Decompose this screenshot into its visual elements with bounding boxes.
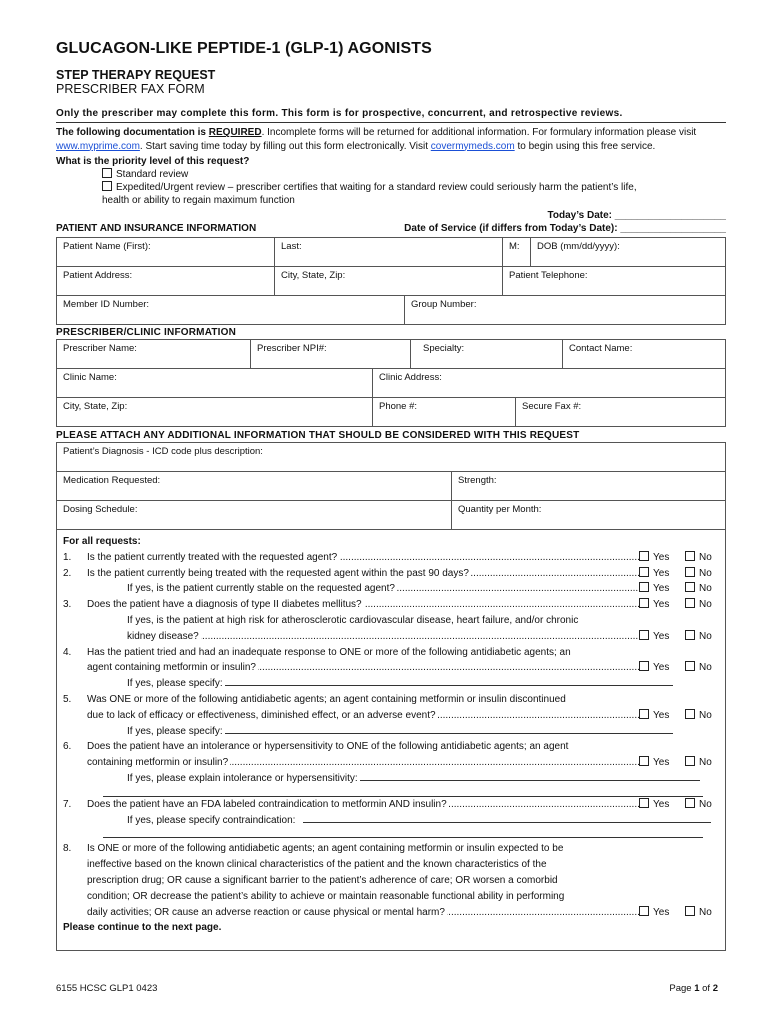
question-2a: If yes, is the patient currently stable on the requested agent? ..... Yes No: [63, 581, 719, 597]
dosing-schedule-field[interactable]: Dosing Schedule:: [57, 501, 452, 530]
q8-no-checkbox[interactable]: [685, 906, 695, 916]
q7-specify-label: If yes, please specify contraindication:: [127, 814, 296, 826]
phone-field[interactable]: Phone #:: [373, 398, 516, 427]
question-8: daily activities; OR cause an adverse reaction or cause physical or mental harm? ..... Yes No: [63, 905, 719, 921]
q1-yes-checkbox[interactable]: [639, 551, 649, 561]
q2-yes-checkbox[interactable]: [639, 567, 649, 577]
patient-dob-field[interactable]: DOB (mm/dd/yyyy):: [531, 238, 726, 267]
patient-last-name-field[interactable]: Last:: [275, 238, 503, 267]
questions-heading: For all requests:: [63, 536, 141, 547]
prescriber-npi-field[interactable]: Prescriber NPI#:: [251, 340, 411, 369]
attach-heading: PLEASE ATTACH ANY ADDITIONAL INFORMATION THAT SHOULD BE CONSIDERED WITH THIS REQUEST: [56, 430, 580, 441]
standard-review-checkbox[interactable]: [102, 168, 112, 178]
question-3a: kidney disease? ..... Yes No: [63, 629, 719, 645]
question-2: 2. Is the patient currently being treated with the requested agent within the past 90 days? ..... Yes No: [63, 566, 719, 582]
prescriber-name-field[interactable]: Prescriber Name:: [57, 340, 251, 369]
q3a-no-checkbox[interactable]: [685, 630, 695, 640]
clinic-table: [56, 368, 726, 398]
documentation-notice: The following documentation is REQUIRED. Incomplete forms will be returned for additional information. For formulary information please visit www.myprime.com. Start saving time today by filling out this form electronically. Visit covermymeds.com to begin using this free service.: [56, 127, 697, 152]
patient-address-table: [56, 266, 726, 296]
q6-explain-line[interactable]: [360, 771, 700, 781]
priority-question: What is the priority level of this request?: [56, 156, 250, 167]
specialty-field[interactable]: Specialty:: [411, 340, 563, 369]
intro-text: Only the prescriber may complete this form. This form is for prospective, concurrent, and retrospective reviews.: [56, 108, 726, 123]
question-5: due to lack of efficacy or effectiveness, diminished effect, or an adverse event? ..... Yes No: [63, 708, 719, 724]
member-id-field[interactable]: Member ID Number:: [57, 296, 405, 325]
todays-date-field[interactable]: Today’s Date: ____________________: [547, 210, 726, 221]
form-code: 6155 HCSC GLP1 0423: [56, 983, 158, 994]
diagnosis-table: [56, 442, 726, 472]
question-7: 7. Does the patient have an FDA labeled contraindication to metformin AND insulin? ..... Yes No: [63, 797, 719, 813]
q2a-no-checkbox[interactable]: [685, 582, 695, 592]
clinic-address-field[interactable]: Clinic Address:: [373, 369, 726, 398]
myprime-link[interactable]: www.myprime.com: [56, 140, 140, 152]
strength-field[interactable]: Strength:: [452, 472, 726, 501]
urgent-review-label: Expedited/Urgent review – prescriber certifies that waiting for a standard review could seriously harm the patient’s life,: [116, 182, 637, 193]
prescriber-section-heading: PRESCRIBER/CLINIC INFORMATION: [56, 327, 237, 338]
q4-specify-line[interactable]: [225, 676, 673, 686]
patient-first-name-field[interactable]: Patient Name (First):: [57, 238, 275, 267]
q4-yes-checkbox[interactable]: [639, 661, 649, 671]
q6-explain-line-2[interactable]: [103, 787, 703, 797]
question-8-text-4: condition; OR decrease the patient’s ability to achieve or maintain reasonable functional ability in performing: [87, 890, 565, 902]
question-8-text-3: prescription drug; OR cause a significant barrier to the patient’s adherence of care; OR worsen a comorbid: [87, 874, 558, 886]
q2a-yes-checkbox[interactable]: [639, 582, 649, 592]
patient-mi-field[interactable]: M:: [503, 238, 531, 267]
q3-no-checkbox[interactable]: [685, 598, 695, 608]
question-5-text: Was ONE or more of the following antidiabetic agents; an agent containing metformin or insulin discontinued: [87, 693, 566, 705]
q3-yes-checkbox[interactable]: [639, 598, 649, 608]
question-4: agent containing metformin or insulin? ..... Yes No: [63, 660, 719, 676]
q7-specify-line-2[interactable]: [103, 828, 703, 838]
medication-field[interactable]: Medication Requested:: [57, 472, 452, 501]
covermymeds-link[interactable]: covermymeds.com: [430, 140, 515, 152]
contact-name-field[interactable]: Contact Name:: [563, 340, 726, 369]
continue-note: Please continue to the next page.: [63, 922, 222, 934]
q6-no-checkbox[interactable]: [685, 756, 695, 766]
q2-no-checkbox[interactable]: [685, 567, 695, 577]
form-type: PRESCRIBER FAX FORM: [56, 82, 205, 96]
date-of-service-field[interactable]: Date of Service (if differs from Today’s Date): ___________________: [404, 223, 726, 234]
q7-specify-line[interactable]: [303, 813, 711, 823]
form-title: GLUCAGON-LIKE PEPTIDE-1 (GLP-1) AGONISTS: [56, 40, 432, 57]
urgent-review-label-cont: health or ability to regain maximum function: [102, 195, 295, 206]
q1-no-checkbox[interactable]: [685, 551, 695, 561]
clinic-city-field[interactable]: City, State, Zip:: [57, 398, 373, 427]
urgent-review-checkbox[interactable]: [102, 181, 112, 191]
patient-city-field[interactable]: City, State, Zip:: [275, 267, 503, 296]
clinic-name-field[interactable]: Clinic Name:: [57, 369, 373, 398]
q8-yes-checkbox[interactable]: [639, 906, 649, 916]
patient-member-table: [56, 295, 726, 325]
quantity-field[interactable]: Quantity per Month:: [452, 501, 726, 530]
q6-explain-label: If yes, please explain intolerance or hypersensitivity:: [127, 772, 358, 784]
questions-box: For all requests: 1. Is the patient currently treated with the requested agent? ..... Yes No 2. Is the patient currently being treated with the requested agent within the past 90 days? ..... Yes No If yes, is the patient currently stable on the requested agent? ..... Yes No 3. Does the patient have a diagnosis of type II diabetes mellitus? ..... Yes No If yes, is the patient at high risk for atherosclerotic cardiovascular disease, heart failure, and/or chronic kidney disease? ..... Yes No 4. Has the patient tried and had an inadequate response to ONE or more of the following antidiabetic agents; an agent containing metformin or insulin? ..... Yes No If yes, please specify: 5. Was ONE or more of the following antidiabetic agents; an agent containing metformin or insulin discontinued due to lack of efficacy or effectiveness, diminished effect, or an adverse event? ..... Yes No If yes, please specify: 6. Does the patient have an intolerance or hypersensitivity to ONE of the following antidiabetic agents; an agent containing metformin or insulin? ..... Yes No If yes, please explain intolerance or hypersensitivity: 7. Does the patient have an FDA labeled contraindication to metformin AND insulin? ..... Yes No If yes, please specify contraindication: 8. Is ONE or more of the following antidiabetic agents; an agent containing metformin or insulin expected to be ineffective based on the known clinical characteristics of the patient and the known characteristics of the prescription drug; OR cause a significant barrier to the patient’s adherence of care; OR worsen a comorbid condition; OR decrease the patient’s ability to achieve or maintain reasonable functional ability in performing daily activities; OR cause an adverse reaction or cause physical or mental harm? ..... Yes No Please continue to the next page.: [56, 529, 726, 951]
group-number-field[interactable]: Group Number:: [405, 296, 726, 325]
question-3: 3. Does the patient have a diagnosis of type II diabetes mellitus? ..... Yes No: [63, 597, 719, 613]
q7-no-checkbox[interactable]: [685, 798, 695, 808]
question-8-text-2: ineffective based on the known clinical characteristics of the patient and the known characteristics of the: [87, 859, 547, 871]
q7-yes-checkbox[interactable]: [639, 798, 649, 808]
question-8-text-1: Is ONE or more of the following antidiabetic agents; an agent containing metformin or insulin expected to be: [87, 843, 564, 855]
medication-table: [56, 471, 726, 530]
patient-address-field[interactable]: Patient Address:: [57, 267, 275, 296]
diagnosis-field[interactable]: Patient’s Diagnosis - ICD code plus description:: [57, 443, 726, 472]
patient-phone-field[interactable]: Patient Telephone:: [503, 267, 726, 296]
question-4-text: Has the patient tried and had an inadequate response to ONE or more of the following antidiabetic agents; an: [87, 646, 571, 658]
question-6-text: Does the patient have an intolerance or hypersensitivity to ONE of the following antidiabetic agents; an agent: [87, 741, 569, 753]
question-6: containing metformin or insulin? ..... Yes No: [63, 755, 719, 771]
form-subtitle: STEP THERAPY REQUEST: [56, 68, 216, 82]
q5-yes-checkbox[interactable]: [639, 709, 649, 719]
priority-section: [56, 155, 726, 207]
question-1: 1. Is the patient currently treated with the requested agent? ..... Yes No: [63, 550, 719, 566]
form-page: [56, 40, 726, 951]
patient-section-heading: PATIENT AND INSURANCE INFORMATION: [56, 223, 257, 234]
q4-no-checkbox[interactable]: [685, 661, 695, 671]
secure-fax-field[interactable]: Secure Fax #:: [516, 398, 726, 427]
q3a-yes-checkbox[interactable]: [639, 630, 649, 640]
page-number: Page 1 of 2: [669, 983, 718, 994]
question-3a-text: If yes, is the patient at high risk for atherosclerotic cardiovascular disease, heart failure, and/or chronic: [127, 614, 579, 626]
prescriber-table: [56, 339, 726, 369]
q6-yes-checkbox[interactable]: [639, 756, 649, 766]
q4-specify-label: If yes, please specify:: [127, 678, 223, 690]
page-footer: [56, 983, 718, 994]
patient-table: [56, 237, 726, 267]
clinic-contact-table: [56, 397, 726, 427]
q5-specify-line[interactable]: [225, 724, 673, 734]
standard-review-label: Standard review: [116, 169, 189, 180]
q5-no-checkbox[interactable]: [685, 709, 695, 719]
q5-specify-label: If yes, please specify:: [127, 725, 223, 737]
